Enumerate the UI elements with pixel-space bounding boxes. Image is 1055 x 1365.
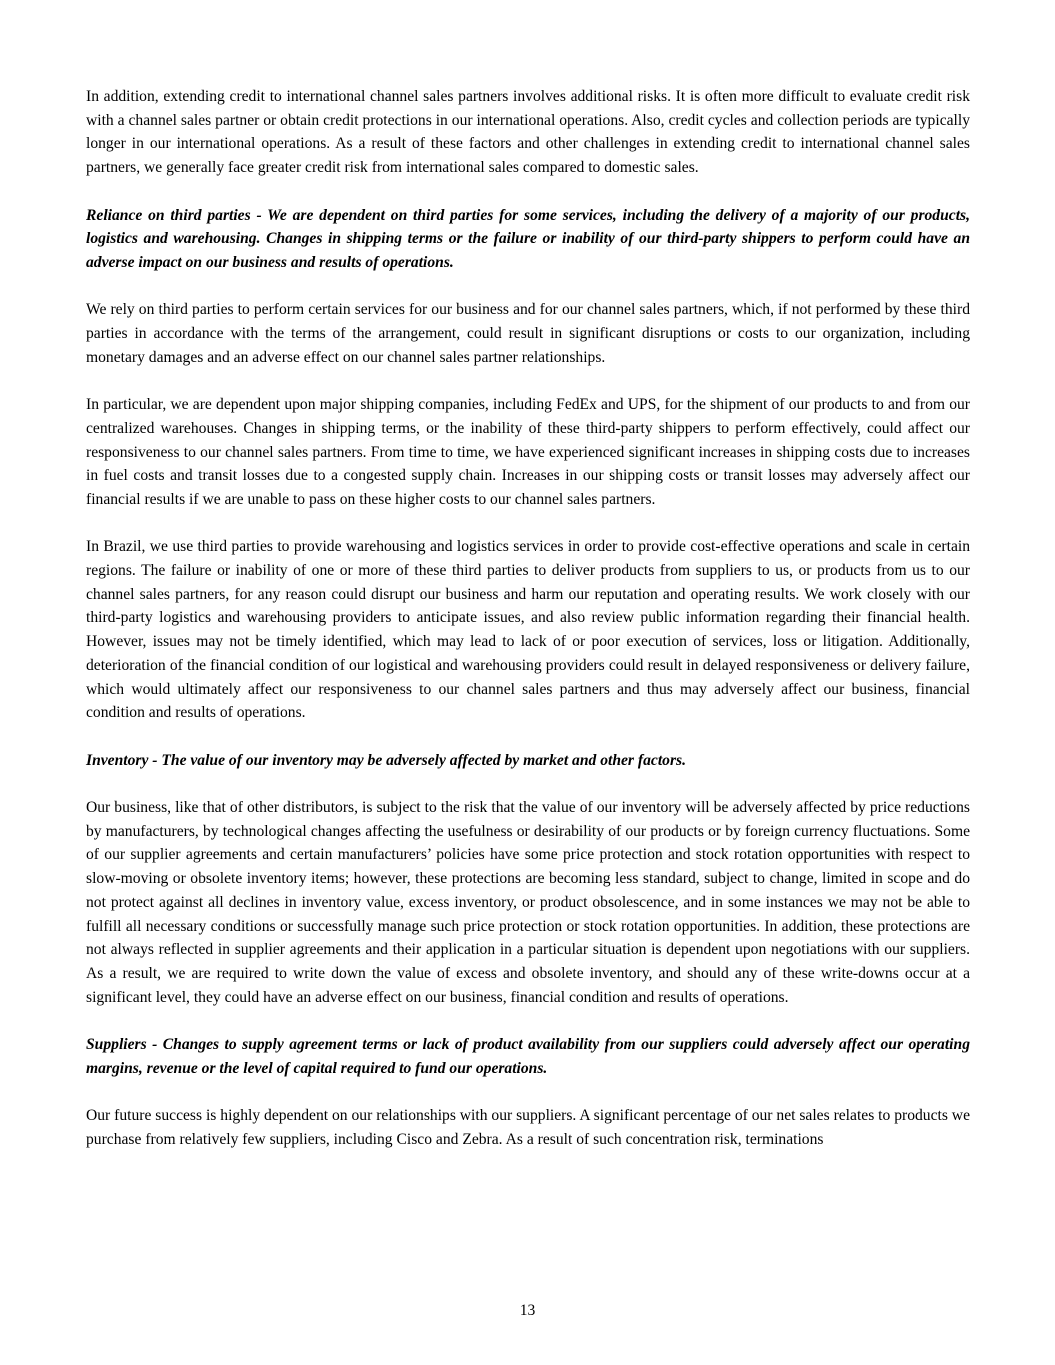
- paragraph-shipping-companies: In particular, we are dependent upon major shipping companies, including FedEx and UPS, for the shipment of our products to and from our centralized warehouses. Changes in shipping terms, or the inability of these third-party shippers to perform effectively, could affect our responsiveness to our channel sales partners. From time to time, we have experienced significant increases in shipping costs due to increases in fuel costs and transit losses due to a congested supply chain. Increases in our shipping costs or transit losses may adversely affect our financial results if we are unable to pass on these higher costs to our channel sales partners.: [86, 396, 970, 508]
- paragraph-supplier-relationships: Our future success is highly dependent on our relationships with our suppliers. A significant percentage of our net sales relates to products we purchase from relatively few suppliers, including Cisco and Zebra. As a result of such concentration risk, terminations: [86, 1107, 970, 1148]
- document-page: [86, 85, 970, 1175]
- paragraph-inventory-risk: Our business, like that of other distributors, is subject to the risk that the value of our inventory will be adversely affected by price reductions by manufacturers, by technological changes affecting the usefulness or desirability of our products or by foreign currency fluctuations. Some of our supplier agreements and certain manufacturers’ policies have some price protection and stock rotation opportunities with respect to slow-moving or obsolete inventory items; however, these protections are becoming less standard, subject to change, limited in scope and do not protect against all declines in inventory value, excess inventory, or product obsolescence, and in some instances we may not be able to fulfill all necessary conditions or successfully manage such price protection or stock rotation opportunities. In addition, these protections are not always reflected in supplier agreements and their application in a particular situation is dependent upon negotiations with our suppliers. As a result, we are required to write down the value of excess and obsolete inventory, and should any of these write-downs occur at a significant level, they could have an adverse effect on our business, financial condition and results of operations.: [86, 799, 970, 1006]
- heading-reliance-third-parties: Reliance on third parties - We are dependent on third parties for some services, including the delivery of a majority of our products, logistics and warehousing. Changes in shipping terms or the failure or inability of our third-party shippers to perform could have an adverse impact on our business and results of operations.: [86, 206, 970, 271]
- paragraph-international-credit: In addition, extending credit to international channel sales partners involves additional risks. It is often more difficult to evaluate credit risk with a channel sales partner or obtain credit protections in our international operations. Also, credit cycles and collection periods are typically longer in our international operations. As a result of these factors and other challenges in extending credit to international channel sales partners, we generally face greater credit risk from international sales compared to domestic sales.: [86, 88, 970, 177]
- paragraph-brazil-logistics: In Brazil, we use third parties to provide warehousing and logistics services in order to provide cost-effective operations and scale in certain regions. The failure or inability of one or more of these third parties to deliver products from suppliers to us, or products from us to our channel sales partners, for any reason could disrupt our business and harm our reputation and operating results. We work closely with our third-party logistics and warehousing providers to anticipate issues, and also review public information regarding their financial health. However, issues may not be timely identified, which may lead to lack of or poor execution of services, loss or litigation. Additionally, deterioration of the financial condition of our logistical and warehousing providers could result in delayed responsiveness or delivery failure, which would ultimately affect our responsiveness to our channel sales partners and thus may adversely affect our business, financial condition and results of operations.: [86, 538, 970, 722]
- heading-inventory: Inventory - The value of our inventory may be adversely affected by market and other factors.: [86, 751, 686, 769]
- page-number: 13: [519, 1302, 536, 1319]
- paragraph-third-party-services: We rely on third parties to perform certain services for our business and for our channel sales partners, which, if not performed by these third parties in accordance with the terms of the arrangement, could result in significant disruptions or costs to our organization, including monetary damages and an adverse effect on our channel sales partner relationships.: [86, 301, 970, 366]
- heading-suppliers: Suppliers - Changes to supply agreement terms or lack of product availability from our suppliers could adversely affect our operating margins, revenue or the level of capital required to fund our operations.: [86, 1036, 970, 1077]
